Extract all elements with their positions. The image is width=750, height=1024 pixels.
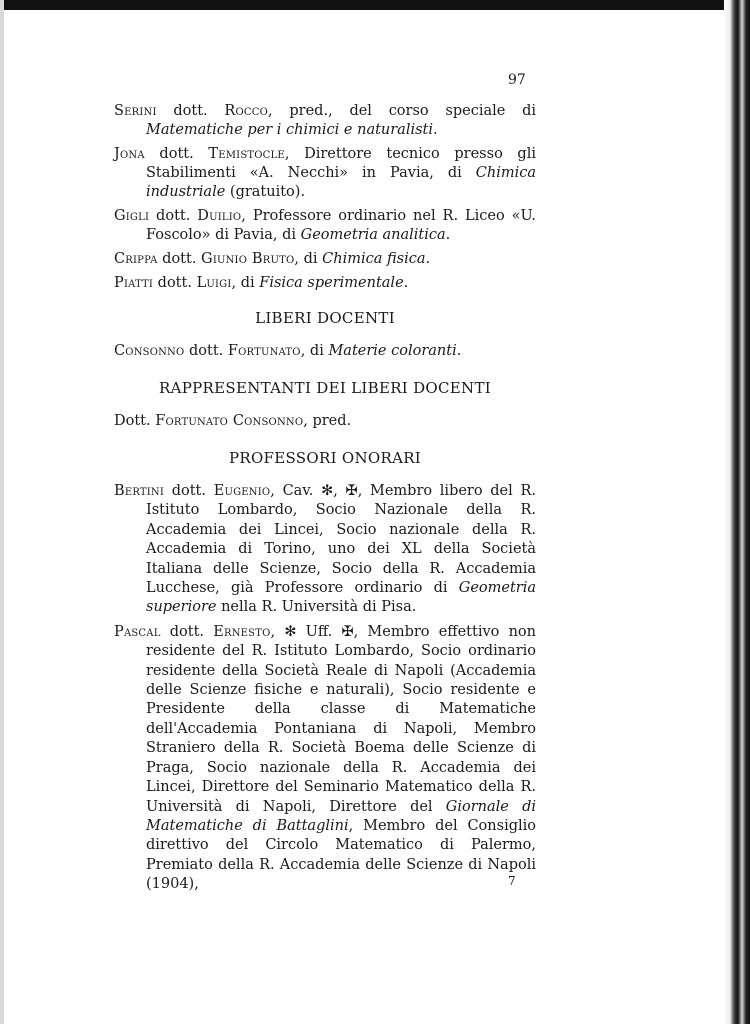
subject: Geometria superiore xyxy=(146,580,536,616)
entry-end: . xyxy=(403,275,409,291)
given-name: Eugenio xyxy=(213,483,271,499)
subject: Fisica sperimentale xyxy=(259,275,404,291)
scan-left-edge xyxy=(0,0,4,1024)
surname: Pascal xyxy=(114,623,161,640)
entry-end: , pred. xyxy=(303,413,352,429)
entry-piatti xyxy=(114,274,536,293)
subject: Materie coloranti xyxy=(328,343,457,359)
entry-consonno xyxy=(114,342,536,361)
surname: Serini xyxy=(114,103,157,119)
description: , di xyxy=(231,275,260,291)
surname: Jona xyxy=(114,146,145,162)
subject: Geometria analitica xyxy=(300,227,446,243)
title: dott. xyxy=(153,275,197,291)
journal-title: Giornale di Matematiche di Battaglini xyxy=(146,798,536,834)
given-name: Ernesto xyxy=(213,623,271,640)
title: dott. xyxy=(157,251,202,267)
entry-end: . xyxy=(445,227,451,243)
entry-end: . xyxy=(456,343,462,359)
title: dott. xyxy=(184,343,228,359)
full-name: Fortunato Consonno xyxy=(155,413,304,429)
description: , di xyxy=(294,251,323,267)
title: dott. xyxy=(164,483,214,499)
surname: Piatti xyxy=(114,275,154,291)
heading-rappresentanti: RAPPRESENTANTI DEI LIBERI DOCENTI xyxy=(159,379,491,397)
description: , pred., del corso speciale di xyxy=(268,103,536,119)
page-number: 97 xyxy=(508,72,526,88)
title: dott. xyxy=(160,623,214,640)
given-name: Luigi xyxy=(196,275,232,291)
given-name: Rocco xyxy=(224,103,269,119)
surname: Crippa xyxy=(114,251,158,267)
entry-serini xyxy=(114,102,536,140)
title: dott. xyxy=(144,146,209,162)
description: , di xyxy=(300,343,329,359)
entry-bertini xyxy=(114,482,536,618)
description: , Cav. ✻, ✠, Membro libero del R. Istituto Lombardo, Socio Nazionale della R. Accademia dei Lincei, Socio nazionale della R. Accademia di Torino, uno dei XL della Società Italiana delle Scienze, Socio della R. Accademia Lucchese, già Professore ordinario di xyxy=(146,483,536,597)
description-end: nella R. Università di Pisa. xyxy=(216,599,417,616)
heading-professori-onorari: PROFESSORI ONORARI xyxy=(228,449,422,467)
surname: Consonno xyxy=(114,343,185,359)
given-name: Temistocle xyxy=(208,146,285,162)
prefix: Dott. xyxy=(114,413,156,429)
given-name: Fortunato xyxy=(227,343,301,359)
title: dott. xyxy=(149,208,198,224)
signature-mark: 7 xyxy=(508,874,516,888)
subject: Matematiche per i chimici e naturalisti xyxy=(146,122,434,138)
entry-crippa xyxy=(114,250,536,269)
description-end: , Membro del Consiglio direttivo del Circolo Matematico di Palermo, Premiato della R. Accademia delle Scienze di Napoli (1904), xyxy=(146,817,536,893)
heading-liberi-docenti: LIBERI DOCENTI xyxy=(255,309,395,327)
title: dott. xyxy=(156,103,225,119)
book-binding-edge xyxy=(724,0,750,1024)
scan-top-border xyxy=(0,0,750,10)
description: , ✻ Uff. ✠, Membro effettivo non residente del R. Istituto Lombardo, Socio ordinario residente della Società Reale di Napoli (Accademia delle Scienze fisiche e naturali), Socio residente e Presidente della classe di Matematiche dell'Accademia Pontaniana di Napoli, Membro Straniero della R. Società Boema delle Scienze di Praga, Socio nazionale della R. Accademia dei Lincei, Direttore del Seminario Matematico della R. Università di Napoli, Direttore del xyxy=(146,623,536,815)
entry-rappresentante xyxy=(114,412,536,431)
entry-gigli xyxy=(114,207,536,245)
description: , Direttore tecnico presso gli Stabilimenti «A. Necchi» in Pavia, di xyxy=(146,146,536,181)
description: , Professore ordinario nel R. Liceo «U. Foscolo» di Pavia, di xyxy=(146,208,536,243)
entry-jona xyxy=(114,145,536,202)
subject: Chimica fisica xyxy=(322,251,426,267)
entry-end: . xyxy=(433,122,438,138)
subject: Chimica industriale xyxy=(146,165,536,200)
surname: Bertini xyxy=(114,483,165,499)
entry-end: . xyxy=(425,251,431,267)
surname: Gigli xyxy=(114,208,150,224)
entry-end: (gratuito). xyxy=(225,184,306,200)
page-body xyxy=(114,102,536,900)
given-name: Giunio Bruto xyxy=(201,251,295,267)
given-name: Duilio xyxy=(197,208,242,224)
entry-pascal xyxy=(114,623,536,895)
